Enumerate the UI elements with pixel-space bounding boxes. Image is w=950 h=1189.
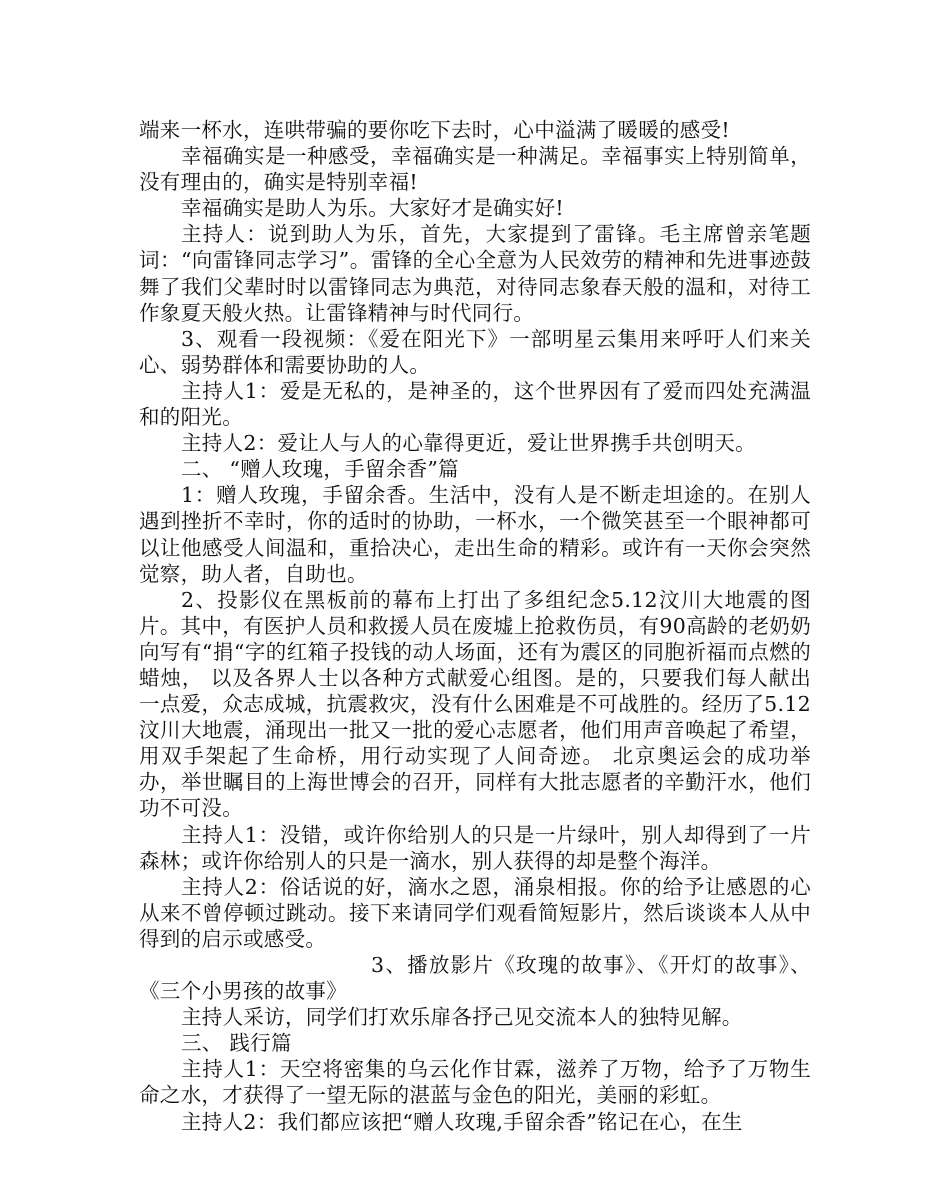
- paragraph-continuation: 端来一杯水，连哄带骗的要你吃下去时，心中溢满了暖暖的感受!: [139, 118, 730, 142]
- paragraph-host1-sky: 主持人1：天空将密集的乌云化作甘霖，滋养了万物，给予了万物生命之水，才获得了一望无际的湛蓝与金色的阳光，美丽的彩虹。: [139, 1057, 811, 1108]
- section-heading-roses: 二、 “赠人玫瑰，手留余香”篇: [181, 457, 459, 482]
- paragraph-host2-proverb: 主持人2：俗话说的好，滴水之恩，涌泉相报。你的给予让感恩的心从来不曾停顿过跳动。接下来请同学们观看简短影片，然后谈谈本人从中得到的启示或感受。: [139, 874, 811, 951]
- paragraph-host2-remember: 主持人2：我们都应该把“赠人玫瑰,手留余香”铭记在心，在生: [181, 1109, 743, 1134]
- paragraph-host2-love: 主持人2：爱让人与人的心靠得更近，爱让世界携手共创明天。: [181, 431, 756, 456]
- section-heading-practice: 三、 践行篇: [181, 1031, 292, 1056]
- document-page: [139, 117, 811, 1135]
- paragraph-host1-leaf: 主持人1：没错，或许你给别人的只是一片绿叶，别人却得到了一片森林；或许你给别人的只是一滴水，别人获得的却是整个海洋。: [139, 822, 811, 873]
- paragraph-roses: 1：赠人玫瑰，手留余香。生活中，没有人是不断走坦途的。在别人遇到挫折不幸时，你的适时的协助，一杯水，一个微笑甚至一个眼神都可以让他感受人间温和，重拾决心，走出生命的精彩。或许有一天你会突然觉察，助人者，自助也。: [139, 483, 811, 586]
- paragraph-happiness-feeling: 幸福确实是一种感受，幸福确实是一种满足。幸福事实上特别简单，没有理由的，确实是特别幸福!: [139, 144, 811, 195]
- paragraph-projector: 2、投影仪在黑板前的幕布上打出了多组纪念5.12汶川大地震的图片。其中，有医护人员和救援人员在废墟上抢救伤员，有90高龄的老奶奶向写有“捐“字的红箱子投钱的动人场面，还有为震区的同胞祈福而点燃的蜡烛， 以及各界人士以各种方式献爱心组图。是的，只要我们每人献出一点爱，众志成城，抗震救灾，没有什么困难是不可战胜的。经历了5.12汶川大地震，涌现出一批又一批的爱心志愿者，他们用声音唤起了希望，用双手架起了生命桥，用行动实现了人间奇迹。 北京奥运会的成功举办，举世瞩目的上海世博会的召开，同样有大批志愿者的辛勤汗水，他们功不可没。: [139, 587, 811, 821]
- paragraph-video: 3、观看一段视频：《爱在阳光下》一部明星云集用来呼吁人们来关心、弱势群体和需要协助的人。: [139, 326, 811, 377]
- paragraph-films: 3、播放影片《玫瑰的故事》、《开灯的故事》、《三个小男孩的故事》: [139, 953, 811, 1004]
- paragraph-interview: 主持人采访，同学们打欢乐扉各抒己见交流本人的独特见解。: [181, 1005, 743, 1030]
- paragraph-happiness-helping: 幸福确实是助人为乐。大家好才是确实好!: [181, 196, 564, 221]
- paragraph-host-leifeng: 主持人：说到助人为乐，首先，大家提到了雷锋。毛主席曾亲笔题词：“向雷锋同志学习”。雷锋的全心全意为人民效劳的精神和先进事迹鼓舞了我们父辈时时以雷锋同志为典范，对待同志象春天般的温和，对待工作象夏天般火热。让雷锋精神与时代同行。: [139, 222, 811, 325]
- paragraph-host1-love: 主持人1：爱是无私的，是神圣的，这个世界因有了爱而四处充满温和的阳光。: [139, 378, 811, 430]
